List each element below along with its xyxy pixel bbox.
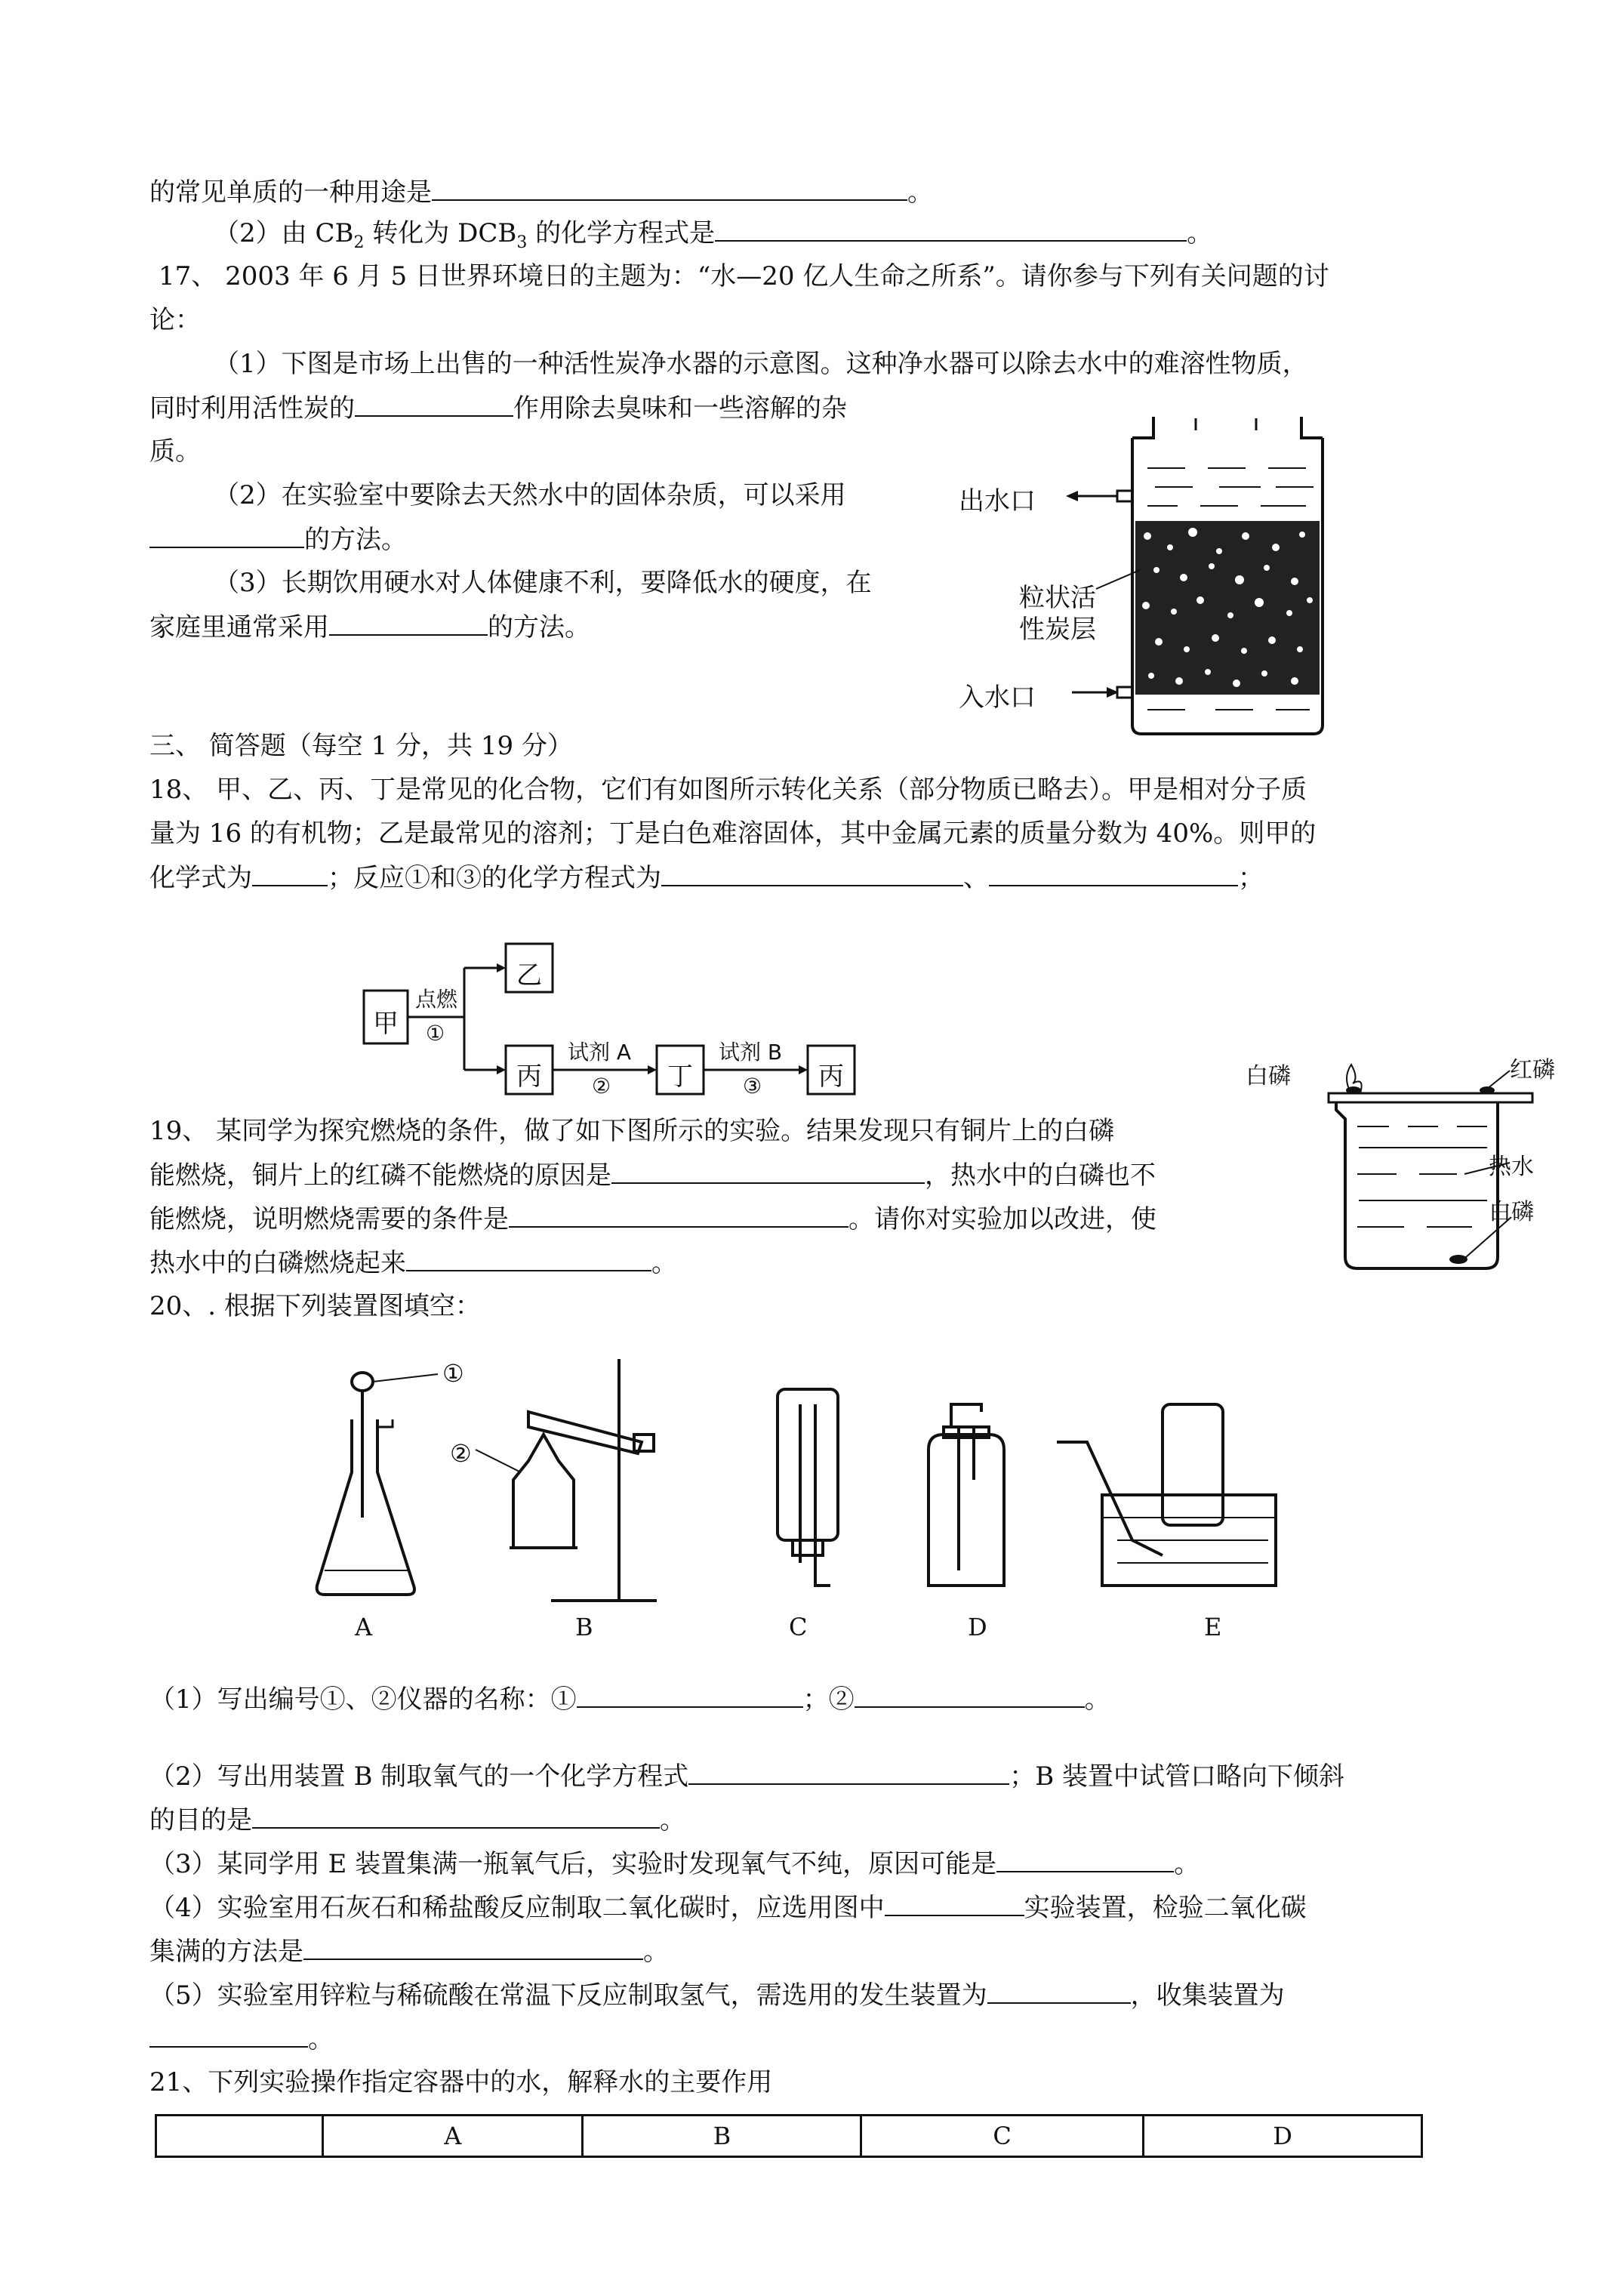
q19-line3-post: 。请你对实验加以改进，使 (848, 1204, 1156, 1234)
q20-p5-post: ，收集装置为 (1130, 1980, 1285, 2011)
q17-p2-post: 的方法。 (304, 525, 407, 555)
marker-2: ② (450, 1439, 472, 1468)
reaction-2-condition: 试剂 A (568, 1040, 632, 1065)
answer-blank[interactable] (252, 1803, 660, 1829)
carbon-layer-label-2: 性炭层 (1019, 615, 1096, 645)
answer-blank[interactable] (149, 522, 304, 548)
answer-blank[interactable] (989, 861, 1238, 886)
q20-p5-pre: （5）实验室用锌粒与稀硫酸在常温下反应制取氢气，需选用的发生装置为 (149, 1980, 987, 2011)
q18-pre: 化学式为 (149, 863, 252, 893)
q20-p2 (149, 1759, 1344, 1793)
q17-p2-line1: （2）在实验室中要除去天然水中的固体杂质，可以采用 (214, 480, 846, 510)
q16-line2 (214, 216, 1212, 250)
q19-line2-pre: 能燃烧，铜片上的红磷不能燃烧的原因是 (149, 1160, 611, 1191)
q17-intro-cont: 论： (149, 305, 201, 335)
reaction-2-number: ② (592, 1074, 611, 1099)
q20-p1-mid: ；② (802, 1684, 855, 1715)
carbon-layer-label-1: 粒状活 (1019, 583, 1096, 613)
label-d: D (968, 1613, 987, 1641)
q21-table (155, 2114, 1423, 2158)
subscript: 3 (516, 233, 528, 252)
table-header-cell: B (583, 2116, 861, 2157)
label-e: E (1204, 1613, 1222, 1641)
answer-blank[interactable] (855, 1682, 1085, 1708)
q18-end: ； (1238, 863, 1264, 893)
apparatus-figure (302, 1359, 1298, 1653)
answer-blank[interactable] (509, 1202, 848, 1228)
reaction-1-number: ① (426, 1021, 445, 1046)
water-purifier-figure (959, 408, 1351, 740)
compound-bing: 丙 (516, 1062, 542, 1092)
section-heading: 三、 简答题（每空 1 分，共 19 分） (149, 731, 573, 761)
q16-line1-end: 。 (907, 177, 933, 208)
q20-p2-pre: （2）写出用装置 B 制取氧气的一个化学方程式 (149, 1761, 689, 1792)
answer-blank[interactable] (329, 610, 488, 636)
q20-p2-line2 (149, 1803, 685, 1837)
q17-p1-line1: （1）下图是市场上出售的一种活性炭净水器的示意图。这种净水器可以除去水中的难溶性物质， (214, 349, 1308, 379)
label-c: C (789, 1613, 808, 1641)
marker-1: ① (442, 1359, 464, 1388)
answer-blank[interactable] (661, 861, 963, 886)
compound-ding: 丁 (667, 1062, 693, 1092)
answer-blank[interactable] (149, 2022, 308, 2048)
q18-line1: 18、 甲、乙、丙、丁是常见的化合物，它们有如图所示转化关系（部分物质已略去）。甲是相对分子质 (149, 775, 1307, 805)
answer-blank[interactable] (406, 1246, 651, 1271)
q19-line1: 19、 某同学为探究燃烧的条件，做了如下图所示的实验。结果发现只有铜片上的白磷 (149, 1116, 1115, 1146)
q17-intro: 17、 2003 年 6 月 5 日世界环境日的主题为：“水—20 亿人生命之所系”。请你参与下列有关问题的讨 (159, 261, 1329, 291)
q20-p4-line2-pre: 集满的方法是 (149, 1937, 303, 1967)
answer-blank[interactable] (611, 1158, 925, 1184)
q17-p3-line1: （3）长期饮用硬水对人体健康不利，要降低水的硬度，在 (214, 568, 872, 598)
q19-line2 (149, 1158, 1156, 1192)
q17-p1-post: 作用除去臭味和一些溶解的杂 (513, 393, 847, 424)
compound-bing-2: 丙 (818, 1062, 844, 1092)
answer-blank[interactable] (355, 391, 513, 417)
q20-p2-line2-end: 。 (660, 1805, 685, 1835)
apparatus-d (929, 1404, 1004, 1586)
q20-p4-line2-end: 。 (643, 1937, 669, 1967)
q20-p1-pre: （1）写出编号①、②仪器的名称：① (149, 1684, 577, 1715)
q18-line2: 量为 16 的有机物；乙是最常见的溶剂；丁是白色难溶固体，其中金属元素的质量分数为 40%。则甲的 (149, 818, 1317, 849)
q16-line2-post: 的化学方程式是 (527, 218, 716, 248)
q17-p3-post: 的方法。 (488, 612, 590, 643)
q20-p1 (149, 1682, 1110, 1716)
q17-p3-pre: 家庭里通常采用 (149, 612, 329, 643)
answer-blank[interactable] (885, 1891, 1024, 1916)
label-b: B (575, 1613, 593, 1641)
q17-p3-line2 (149, 610, 590, 644)
q18-line3 (149, 861, 1264, 895)
answer-blank[interactable] (688, 1759, 1009, 1785)
conversion-flow (362, 936, 876, 1102)
subscript: 2 (353, 233, 365, 252)
table-header-cell: D (1144, 2116, 1422, 2157)
q16-line2-end: 。 (1187, 218, 1213, 248)
label-a: A (355, 1613, 373, 1641)
q20-p3-end: 。 (1174, 1849, 1200, 1879)
apparatus-diagrams (302, 1359, 1298, 1653)
combustion-figure (1246, 1042, 1563, 1284)
apparatus-c (778, 1389, 838, 1586)
answer-blank[interactable] (432, 175, 907, 201)
q18-mid: ；反应①和③的化学方程式为 (328, 863, 661, 893)
q17-p2-line2 (149, 522, 407, 556)
q16-line2-pre: （2）由 CB (214, 218, 354, 248)
answer-blank[interactable] (577, 1682, 803, 1708)
reaction-3-condition: 试剂 B (719, 1040, 783, 1065)
q20-p3-pre: （3）某同学用 E 装置集满一瓶氧气后，实验时发现氧气不纯，原因可能是 (149, 1849, 997, 1879)
apparatus-a (317, 1373, 438, 1595)
table-header-row (156, 2116, 1422, 2157)
q20-intro: 20、. 根据下列装置图填空： (149, 1291, 481, 1321)
table-header-cell (156, 2116, 323, 2157)
q20-p3 (149, 1847, 1200, 1881)
q20-p2-line2-pre: 的目的是 (149, 1805, 252, 1835)
q20-p5 (149, 1978, 1285, 2012)
answer-blank[interactable] (303, 1934, 643, 1960)
reaction-3-number: ③ (743, 1074, 762, 1099)
red-phosphorus-label: 红磷 (1510, 1057, 1555, 1083)
q20-p4 (149, 1891, 1307, 1925)
q20-p5-line2-end: 。 (308, 2024, 334, 2054)
compound-yi: 乙 (516, 960, 542, 991)
white-phosphorus-bottom-label: 白磷 (1489, 1199, 1534, 1225)
q20-p2-post: ；B 装置中试管口略向下倾斜 (1009, 1761, 1345, 1792)
q20-p4-post: 实验装置，检验二氧化碳 (1024, 1893, 1307, 1923)
compound-jia: 甲 (373, 1009, 399, 1039)
inlet-label: 入水口 (959, 683, 1036, 713)
q20-p4-pre: （4）实验室用石灰石和稀盐酸反应制取二氧化碳时，应选用图中 (149, 1893, 885, 1923)
answer-blank[interactable] (996, 1847, 1174, 1872)
reaction-1-condition: 点燃 (415, 987, 458, 1012)
q17-p1-pre: 同时利用活性炭的 (149, 393, 355, 424)
outlet-label: 出水口 (959, 486, 1036, 516)
answer-blank[interactable] (252, 861, 328, 886)
q19-line3 (149, 1202, 1156, 1236)
q19-line3-pre: 能燃烧，说明燃烧需要的条件是 (149, 1204, 509, 1234)
q20-p4-line2 (149, 1934, 669, 1968)
answer-blank[interactable] (715, 216, 1187, 242)
q19-line4-pre: 热水中的白磷燃烧起来 (149, 1248, 406, 1278)
q16-line1-text: 的常见单质的一种用途是 (149, 177, 432, 208)
table-header-cell: A (323, 2116, 583, 2157)
answer-blank[interactable] (987, 1978, 1131, 2004)
q19-line4-end: 。 (651, 1248, 677, 1278)
q19-line4 (149, 1246, 677, 1280)
q20-p1-end: 。 (1084, 1684, 1110, 1715)
q18-sep: 、 (963, 863, 989, 893)
apparatus-b (476, 1359, 657, 1601)
table-header-cell: C (861, 2116, 1144, 2157)
hot-water-label: 热水 (1489, 1154, 1534, 1180)
white-phosphorus-label: 白磷 (1246, 1063, 1291, 1089)
q21-intro: 21、下列实验操作指定容器中的水，解释水的主要作用 (149, 2067, 773, 2097)
q19-line2-post: ，热水中的白磷也不 (925, 1160, 1156, 1191)
q17-p1-line3: 质。 (149, 436, 201, 467)
q16-line2-mid: 转化为 DCB (364, 218, 517, 248)
q17-p1-line2 (149, 391, 847, 425)
conversion-diagram (362, 936, 876, 1102)
q20-p5-line2 (149, 2022, 334, 2056)
apparatus-e (1057, 1404, 1276, 1586)
q16-line1 (149, 175, 933, 209)
